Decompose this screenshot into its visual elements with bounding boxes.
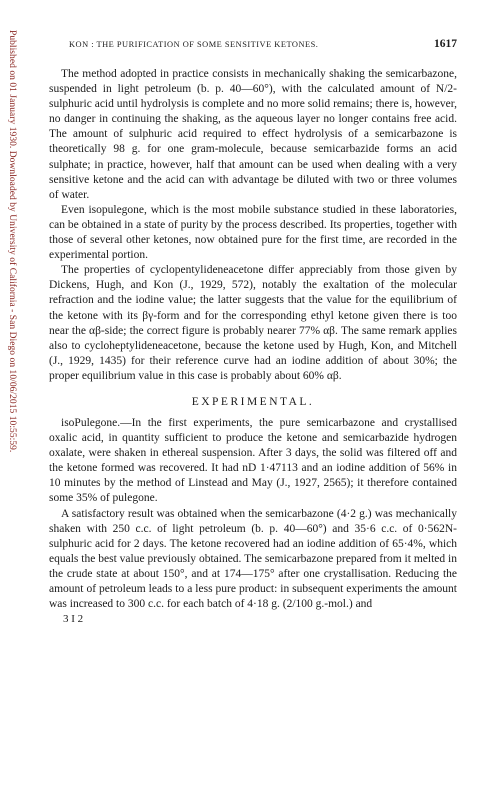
paragraph-isopulegone: Even isopulegone, which is the most mobile substance studied in these laboratories, can be obtained in a state of purity by the process described. Its properties, together with those of several other ketones, now obtained pure for the first time, are recorded in the experimental portion. <box>49 203 457 262</box>
section-heading-experimental: EXPERIMENTAL. <box>191 395 315 408</box>
signature-mark: 3 I 2 <box>63 613 84 626</box>
paragraph-method: The method adopted in practice consists in mechanically shaking the semicarbazone, suspended in light petroleum (b. p. 40—60°), with the calculated amount of N/2-sulphuric acid until hydrolysis is complete and no more solid remains; there is, however, no danger in continuing the shaking, as the aqueous layer no longer contains free acid. The amount of sulphuric acid required to effect hydrolysis of a semicarbazone is theoretically 98 g. for one gram-molecule, because semicarbazide forms an acid sulphate; in practice, however, half that amount can be used when dealing with a very sensitive ketone and the acid can with advantage be diluted with two or three volumes of water. <box>49 68 457 201</box>
journal-page <box>49 38 457 626</box>
paragraph-experiment-sulphuric: A satisfactory result was obtained when the semicarbazone (4·2 g.) was mechanically shaken with 250 c.c. of light petroleum (b. p. 40—60°) and 35·6 c.c. of 0·562N-sulphuric acid for 2 days. The ketone recovered had an iodine addition of 65·4%, which equals the best value previously obtained. The semicarbazone prepared from it melted in the crude state at about 150°, and at 174—175° after one crystallisation. Reducing the amount of petroleum leads to a less pure product: in subsequent experiments the amount was increased to 300 c.c. for each batch of 4·18 g. (2/100 g.-mol.) and <box>49 507 457 611</box>
paragraph-experiment-oxalic: isoPulegone.—In the first experiments, the pure semicarbazone and crystallised oxalic acid, in quantity sufficient to produce the ketone and semicarbazide hydrogen oxalate, were shaken in ethereal suspension. After 3 days, the solid was filtered off and the ketone formed was recovered. It had nD 1·47113 and an iodine addition of 56% in 10 minutes by the method of Linstead and May (J., 1927, 2565); it therefore contained some 35% of pulegone. <box>49 416 457 505</box>
page-number: 1617 <box>434 38 457 50</box>
download-watermark: Published on 01 January 1930. Downloaded by University of California - San Diego on 10/06/2015 10:55:59. <box>7 30 17 453</box>
download-watermark-strip <box>0 0 22 792</box>
paragraph-cyclopentylideneacetone: The properties of cyclopentylideneacetone differ appreciably from those given by Dickens, Hugh, and Kon (J., 1929, 572), notably the exaltation of the molecular refraction and the iodine value; the latter suggests that the value for the equilibrium of the ketone with its βγ-form and for the corresponding ethyl ketone given there is too near the αβ-side; the correct figure is probably nearer 77% αβ. The same remark applies also to cycloheptylideneacetone, because the ketone used by Hugh, Kon, and Mitchell (J., 1929, 1435) for their reference curve had an iodine addition of about 30%; the proper equilibrium value in this case is probably about 60% αβ. <box>49 264 457 382</box>
running-head: KON : THE PURIFICATION OF SOME SENSITIVE KETONES. <box>69 40 319 49</box>
page-header <box>49 38 457 58</box>
